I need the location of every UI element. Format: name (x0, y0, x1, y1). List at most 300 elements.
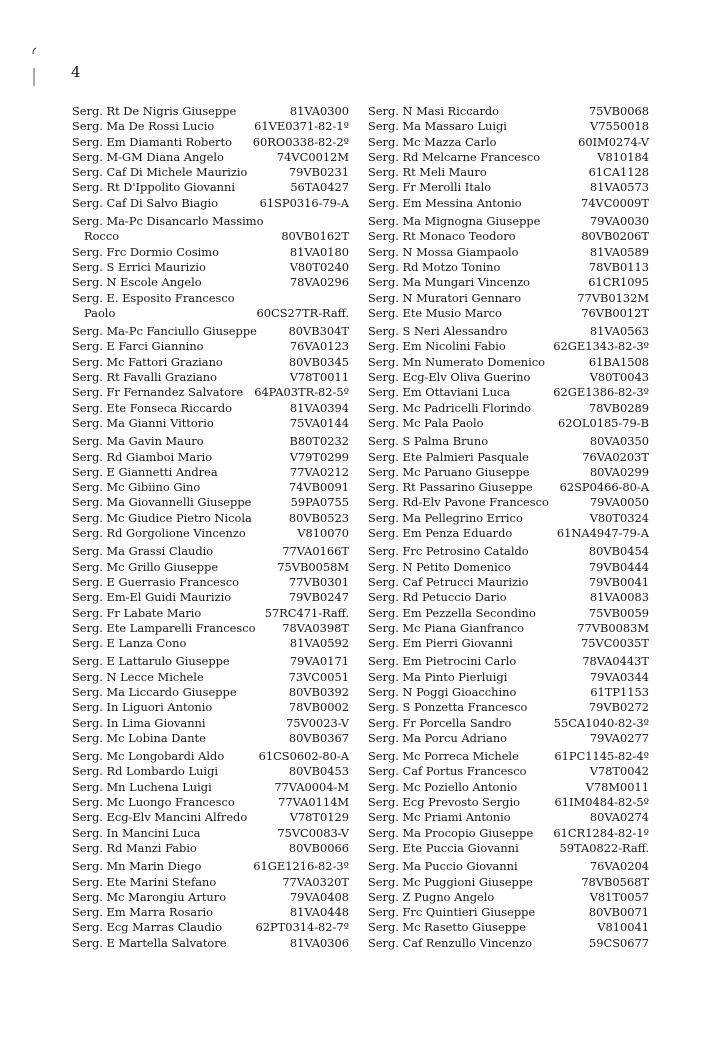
entry-name: Serg. Rd Manzi Fabio (72, 840, 197, 855)
roster-entry (368, 575, 649, 590)
roster-entry (72, 590, 349, 605)
entry-name: Serg. Ecg-Elv Mancini Alfredo (72, 810, 248, 825)
entry-name: Serg. Em Messina Antonio (368, 195, 522, 210)
entry-name: Serg. E Lattarulo Giuseppe (72, 654, 230, 669)
entry-name: Serg. Caf Di Michele Maurizio (72, 165, 248, 180)
entry-code: 79VA0277 (589, 730, 649, 745)
roster-entry (72, 654, 349, 669)
entry-code: V80T0324 (589, 510, 649, 525)
roster-entry (72, 465, 349, 480)
entry-name: Serg. Em Penza Eduardo (368, 526, 513, 541)
entry-name: Serg. Mc Pala Paolo (368, 415, 484, 430)
margin-mark (31, 46, 39, 92)
roster-entry (72, 165, 349, 180)
entry-code: 80VB0066 (288, 840, 349, 855)
entry-code: 79VA0408 (289, 889, 349, 904)
roster-entry (368, 324, 649, 339)
roster-entry (368, 229, 649, 244)
roster-entry (72, 731, 349, 746)
entry-code: 61IM0484-82-5º (554, 795, 649, 810)
page-number: 4 (71, 63, 81, 81)
right-column (368, 104, 649, 951)
entry-code: V79T0299 (289, 449, 349, 464)
entry-name: Serg. Ete Puccia Giovanni (368, 840, 519, 855)
roster-entry (368, 731, 649, 746)
roster-entry (368, 560, 649, 575)
entry-code: 60IM0274-V (578, 134, 649, 149)
entry-code: V810070 (297, 526, 349, 541)
entry-name: Serg. Mc Luongo Francesco (72, 795, 235, 810)
entry-name: Serg. Rd Melcarne Francesco (368, 149, 541, 164)
roster-entry (72, 621, 349, 636)
roster-entry (368, 920, 649, 935)
entry-name: Serg. Mc Lobina Dante (72, 730, 206, 745)
roster-entry (72, 495, 349, 510)
roster-entry (368, 511, 649, 526)
entry-name: Serg. Em Diamanti Roberto (72, 134, 232, 149)
entry-code: B80T0232 (289, 434, 349, 449)
roster-entry (72, 245, 349, 260)
entry-name: Serg. Ma Mungari Vincenzo (368, 275, 531, 290)
entry-code: 78VB0568T (581, 874, 649, 889)
entry-code: 75VB0058M (277, 559, 349, 574)
roster-entry (368, 180, 649, 195)
entry-name: Serg. Rd Lombardo Luigi (72, 764, 219, 779)
entry-code: 79VB0444 (588, 559, 649, 574)
entry-name: Serg. Frc Petrosino Cataldo (368, 544, 529, 559)
entry-code: 74VC0012M (276, 149, 349, 164)
roster-entry (72, 606, 349, 621)
entry-name: Serg. Ma Grassi Claudio (72, 544, 214, 559)
roster-entry (72, 544, 349, 559)
entry-code: 79VB0247 (288, 590, 349, 605)
entry-name: Serg. Ete Fonseca Riccardo (72, 400, 232, 415)
entry-code: 80VB0162T (281, 229, 349, 244)
roster-entry (368, 275, 649, 290)
entry-name: Serg. Ma De Rossi Lucio (72, 119, 215, 134)
roster-entry (72, 780, 349, 795)
roster-entry (368, 370, 649, 385)
roster-entry (368, 306, 649, 321)
entry-code: 61CA1128 (588, 165, 649, 180)
entry-code: 75VC0035T (580, 636, 649, 651)
entry-name: Serg. Rt Favalli Graziano (72, 370, 217, 385)
entry-code: 55CA1040-82-3º (553, 715, 649, 730)
entry-name: Serg. Rt D'Ippolito Giovanni (72, 180, 235, 195)
entry-code: 81VA0300 (289, 104, 349, 118)
entry-name: Serg. Mc Priami Antonio (368, 810, 511, 825)
roster-entry (368, 890, 649, 905)
roster-entry (72, 670, 349, 685)
roster-entry (368, 606, 649, 621)
entry-name: Serg. Ecg Prevosto Sergio (368, 795, 520, 810)
entry-name: Serg. Caf Portus Francesco (368, 764, 527, 779)
roster-entry (368, 450, 649, 465)
entry-name: Serg. Ete Marini Stefano (72, 874, 217, 889)
entry-code: 80VA0350 (589, 434, 649, 449)
entry-code: 78VB0113 (588, 259, 649, 274)
entry-name: Serg. Ma Giovannelli Giuseppe (72, 495, 252, 510)
entry-name: Serg. Caf Renzullo Vincenzo (368, 935, 532, 950)
entry-name: Serg. Em Pierri Giovanni (368, 636, 513, 651)
entry-code: 81VA0563 (589, 324, 649, 339)
entry-code: 60CS27TR-Raff. (256, 305, 349, 320)
entry-name: Serg. Rd Gorgolione Vincenzo (72, 526, 246, 541)
entry-name: Serg. Mc Paruano Giuseppe (368, 464, 530, 479)
entry-code: 75VB0068 (588, 104, 649, 118)
entry-code: 79VA0050 (589, 495, 649, 510)
roster-entry (72, 275, 349, 290)
entry-code: 77VA0166T (282, 544, 349, 559)
entry-name: Serg. Mc Giudice Pietro Nicola (72, 510, 252, 525)
entry-name: Serg. Ecg Marras Claudio (72, 920, 223, 935)
entry-code: 80VB0392 (288, 684, 349, 699)
roster-entry (72, 920, 349, 935)
entry-name: Serg. Mc Marongiu Arturo (72, 889, 227, 904)
roster-entry (368, 150, 649, 165)
entry-name: Serg. Mc Gibiino Gino (72, 480, 201, 495)
roster-entry (368, 416, 649, 431)
entry-name-continuation: Rocco (84, 229, 120, 244)
entry-name: Serg. Caf Di Salvo Biagio (72, 195, 219, 210)
entry-code: 77VA0320T (282, 874, 349, 889)
entry-name: Serg. In Lima Giovanni (72, 715, 206, 730)
entry-code: 81VA0394 (289, 400, 349, 415)
roster-entry (72, 450, 349, 465)
roster-entry (368, 355, 649, 370)
entry-code: 79VA0030 (589, 214, 649, 229)
roster-entry (72, 936, 349, 951)
roster-entry (368, 165, 649, 180)
entry-name: Serg. Em Pietrocini Carlo (368, 654, 517, 669)
entry-code: 79VB0231 (288, 165, 349, 180)
entry-code: 61VE0371-82-1º (254, 119, 349, 134)
entry-name: Serg. Em-El Guidi Maurizio (72, 590, 232, 605)
entry-code: 64PA03TR-82-5º (254, 385, 349, 400)
roster-entry (368, 936, 649, 951)
roster-entry (72, 180, 349, 195)
entry-code: V78T0129 (289, 810, 349, 825)
entry-name: Serg. Rt Monaco Teodoro (368, 229, 516, 244)
entry-code: 62SP0466-80-A (559, 480, 649, 495)
roster-entry (72, 859, 349, 874)
entry-code: 75VB0059 (588, 605, 649, 620)
roster-entry (368, 670, 649, 685)
roster-entry (72, 905, 349, 920)
entry-code: 80VB304T (288, 324, 349, 339)
roster-entry (72, 526, 349, 541)
entry-name: Serg. Ma Liccardo Giuseppe (72, 684, 237, 699)
entry-name: Serg. Mn Numerato Domenico (368, 354, 546, 369)
roster-entry (368, 841, 649, 856)
entry-name: Serg. Ma Massaro Luigi (368, 119, 507, 134)
entry-name: Serg. Ma-Pc Disancarlo Massimo (72, 214, 264, 229)
roster-entry (368, 716, 649, 731)
entry-name: Serg. S Errici Maurizio (72, 259, 206, 274)
roster-entry (368, 875, 649, 890)
roster-entry (72, 511, 349, 526)
entry-code: 81VA0589 (589, 244, 649, 259)
entry-name: Serg. S Ponzetta Francesco (368, 700, 528, 715)
entry-code: V80T0043 (589, 370, 649, 385)
roster-entry (368, 795, 649, 810)
entry-code: 62GE1343-82-3º (553, 339, 649, 354)
roster-entry (72, 480, 349, 495)
roster-entry (368, 544, 649, 559)
roster-entry (72, 841, 349, 856)
entry-name: Serg. Mc Piana Gianfranco (368, 620, 524, 635)
entry-name: Serg. E Giannetti Andrea (72, 464, 218, 479)
entry-code: 61PC1145-82-4º (554, 749, 649, 764)
roster-entry (72, 875, 349, 890)
roster-entry (72, 135, 349, 150)
entry-name: Serg. Fr Labate Mario (72, 605, 202, 620)
entry-name: Serg. Frc Dormio Cosimo (72, 244, 219, 259)
entry-name: Serg. Rt Meli Mauro (368, 165, 487, 180)
entry-name: Serg. N Petito Domenico (368, 559, 512, 574)
roster-entry (368, 749, 649, 764)
entry-name: Serg. N Escole Angelo (72, 275, 202, 290)
entry-code: V78T0042 (589, 764, 649, 779)
entry-code: V810041 (597, 920, 649, 935)
entry-code: 56TA0427 (290, 180, 349, 195)
entry-name: Serg. Mc Puggioni Giuseppe (368, 874, 533, 889)
entry-code: 75V0023-V (286, 715, 349, 730)
entry-code: 76VA0203T (582, 449, 649, 464)
entry-code: V810184 (597, 149, 649, 164)
entry-name: Serg. Rd Petuccio Dario (368, 590, 507, 605)
entry-name: Serg. Fr Fernandez Salvatore (72, 385, 244, 400)
entry-name: Serg. Mc Rasetto Giuseppe (368, 920, 527, 935)
entry-name: Serg. Mc Mazza Carlo (368, 134, 497, 149)
roster-entry (72, 355, 349, 370)
roster-entry (368, 495, 649, 510)
roster-entry (368, 859, 649, 874)
roster-entry (72, 214, 349, 229)
entry-name: Serg. N Mossa Giampaolo (368, 244, 519, 259)
entry-name: Serg. Ma Pellegrino Errico (368, 510, 523, 525)
entry-name: Serg. Ete Palmieri Pasquale (368, 449, 529, 464)
entry-code: 78VB0289 (588, 400, 649, 415)
entry-code: 61SP0316-79-A (259, 195, 349, 210)
entry-code: 81VA0448 (289, 905, 349, 920)
entry-code: 61NA4947-79-A (556, 526, 649, 541)
entry-name: Serg. Rd Motzo Tonino (368, 259, 501, 274)
entry-code: 80VB0071 (588, 905, 649, 920)
entry-code: 78VA0398T (282, 620, 349, 635)
entry-name: Serg. Mn Luchena Luigi (72, 779, 212, 794)
entry-name: Serg. Mc Grillo Giuseppe (72, 559, 219, 574)
entry-name: Serg. Em Nicolini Fabio (368, 339, 506, 354)
roster-entry (72, 324, 349, 339)
entry-name: Serg. Mn Marin Diego (72, 859, 202, 874)
roster-entry (368, 685, 649, 700)
entry-code: 74VB0091 (288, 480, 349, 495)
entry-name: Serg. N Poggi Gioacchino (368, 684, 517, 699)
entry-code: 59TA0822-Raff. (559, 840, 649, 855)
roster-entry (72, 636, 349, 651)
entry-name: Serg. N Lecce Michele (72, 669, 204, 684)
entry-name: Serg. Frc Quintieri Giuseppe (368, 905, 536, 920)
entry-name: Serg. N Muratori Gennaro (368, 290, 522, 305)
roster-entry (72, 560, 349, 575)
entry-name: Serg. Ete Lamparelli Francesco (72, 620, 256, 635)
roster-entry (368, 810, 649, 825)
entry-code: V81T0057 (589, 889, 649, 904)
entry-code: 81VA0306 (289, 935, 349, 950)
entry-name: Serg. Ma Porcu Adriano (368, 730, 508, 745)
entry-name: Serg. E Martella Salvatore (72, 935, 227, 950)
roster-entry (72, 685, 349, 700)
entry-code: 77VA0004-M (274, 779, 349, 794)
entry-code: 61TP1153 (590, 684, 649, 699)
entry-name-continuation: Paolo (84, 305, 116, 320)
roster-entry (72, 385, 349, 400)
roster-entry (368, 526, 649, 541)
entry-code: 59PA0755 (290, 495, 349, 510)
entry-name: Serg. M-GM Diana Angelo (72, 149, 224, 164)
roster-entry (368, 214, 649, 229)
entry-code: V78T0011 (289, 370, 349, 385)
entry-code: 75VA0144 (289, 415, 349, 430)
entry-code: 78VA0296 (289, 275, 349, 290)
entry-code: 62GE1386-82-3º (553, 385, 649, 400)
entry-name: Serg. Fr Merolli Italo (368, 180, 492, 195)
entry-code: 59CS0677 (588, 935, 649, 950)
entry-name: Serg. Caf Petrucci Maurizio (368, 574, 529, 589)
roster-entry (368, 764, 649, 779)
roster-entry (72, 291, 349, 306)
entry-code: 76VB0012T (581, 305, 649, 320)
entry-name: Serg. Ma Gianni Vittorio (72, 415, 214, 430)
entry-name: Serg. Rd Giamboi Mario (72, 449, 213, 464)
entry-code: 81VA0573 (589, 180, 649, 195)
entry-name: Serg. Z Pugno Angelo (368, 889, 495, 904)
roster-entry (72, 306, 349, 321)
roster-entry (368, 621, 649, 636)
entry-code: 61CR1095 (588, 275, 649, 290)
roster-entry (72, 575, 349, 590)
entry-name: Serg. Ecg-Elv Oliva Guerino (368, 370, 531, 385)
entry-code: 80VB0523 (288, 510, 349, 525)
entry-code: 78VB0002 (288, 700, 349, 715)
roster-entry (72, 416, 349, 431)
entry-name: Serg. E Guerrasio Francesco (72, 574, 239, 589)
roster-entry (368, 636, 649, 651)
entry-name: Serg. E Lanza Cono (72, 636, 187, 651)
roster-entry (368, 291, 649, 306)
entry-name: Serg. Mc Fattori Graziano (72, 354, 223, 369)
entry-name: Serg. E. Esposito Francesco (72, 290, 235, 305)
entry-code: 73VC0051 (288, 669, 349, 684)
entry-code: 76VA0123 (289, 339, 349, 354)
entry-name: Serg. Rt Passarino Giuseppe (368, 480, 533, 495)
entry-code: 78VA0443T (582, 654, 649, 669)
entry-code: 81VA0592 (289, 636, 349, 651)
roster-entry (368, 119, 649, 134)
entry-name: Serg. Mc Padricelli Florindo (368, 400, 532, 415)
entry-code: V78M0011 (585, 779, 649, 794)
entry-code: V7550018 (590, 119, 649, 134)
entry-code: 80VA0299 (589, 464, 649, 479)
roster-entry (368, 104, 649, 119)
entry-code: 80VB0367 (288, 730, 349, 745)
entry-code: 79VA0171 (289, 654, 349, 669)
entry-code: 81VA0180 (289, 244, 349, 259)
entry-name: Serg. Rt De Nigris Giuseppe (72, 104, 237, 118)
roster-entry (72, 370, 349, 385)
roster-entry (72, 196, 349, 211)
entry-name: Serg. Em Pezzella Secondino (368, 605, 536, 620)
entry-code: 76VA0204 (589, 859, 649, 874)
roster-entry (368, 780, 649, 795)
entry-code: 80VA0274 (589, 810, 649, 825)
entry-code: V80T0240 (289, 259, 349, 274)
entry-name: Serg. Em Ottaviani Luca (368, 385, 511, 400)
roster-entry (72, 339, 349, 354)
entry-name: Serg. Mc Poziello Antonio (368, 779, 518, 794)
entry-name: Serg. Ma Puccio Giovanni (368, 859, 518, 874)
entry-code: 77VB0083M (577, 620, 649, 635)
entry-code: 80VB0206T (581, 229, 649, 244)
roster-entry (368, 654, 649, 669)
entry-code: 79VB0272 (588, 700, 649, 715)
entry-name: Serg. Ma Mignogna Giuseppe (368, 214, 541, 229)
roster-entry (72, 260, 349, 275)
entry-code: 77VA0212 (289, 464, 349, 479)
roster-entry (368, 905, 649, 920)
entry-code: 81VA0083 (589, 590, 649, 605)
entry-code: 80VB0454 (588, 544, 649, 559)
entry-name: Serg. Ma-Pc Fanciullo Giuseppe (72, 324, 257, 339)
entry-name: Serg. In Liguori Antonio (72, 700, 213, 715)
entry-code: 74VC0009T (580, 195, 649, 210)
entry-code: 79VA0344 (589, 669, 649, 684)
roster-entry (368, 434, 649, 449)
entry-code: 77VA0114M (278, 795, 349, 810)
roster-entry (72, 890, 349, 905)
roster-entry (368, 700, 649, 715)
entry-code: 61CS0602-80-A (258, 749, 349, 764)
entry-name: Serg. Ma Gavin Mauro (72, 434, 204, 449)
roster-entry (368, 135, 649, 150)
roster-entry (368, 590, 649, 605)
roster-entry (72, 104, 349, 119)
entry-name: Serg. Fr Porcella Sandro (368, 715, 512, 730)
entry-code: 62PT0314-82-7º (255, 920, 349, 935)
roster-entry (368, 196, 649, 211)
roster-entry (72, 716, 349, 731)
roster-entry (72, 401, 349, 416)
entry-code: 77VB0301 (288, 574, 349, 589)
entry-code: 57RC471-Raff. (264, 605, 349, 620)
entry-code: 62OL0185-79-B (558, 415, 649, 430)
roster-entry (72, 749, 349, 764)
entry-code: 61GE1216-82-3º (253, 859, 349, 874)
roster-entry (72, 764, 349, 779)
roster-entry (72, 700, 349, 715)
entry-code: 60RO0338-82-2º (252, 134, 349, 149)
left-column (72, 104, 349, 951)
roster-entry (72, 826, 349, 841)
roster-entry (368, 260, 649, 275)
entry-code: 61CR1284-82-1º (553, 825, 649, 840)
roster-entry (72, 810, 349, 825)
roster-entry (72, 150, 349, 165)
entry-name: Serg. Mc Longobardi Aldo (72, 749, 225, 764)
entry-name: Serg. S Neri Alessandro (368, 324, 508, 339)
roster-entry (368, 339, 649, 354)
